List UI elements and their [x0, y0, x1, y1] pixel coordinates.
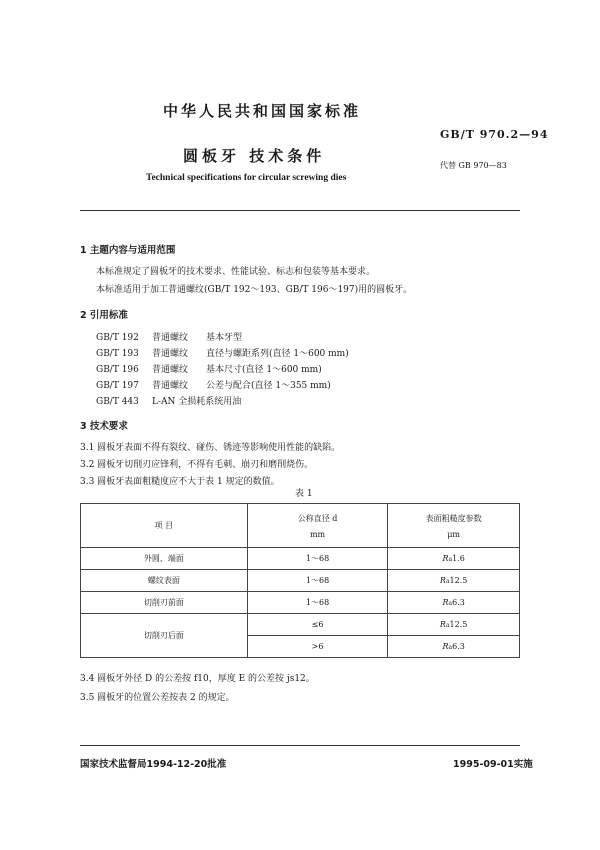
replaces-note: 代替 GB 970—83	[440, 161, 507, 170]
table-row	[81, 614, 520, 636]
roughness-table	[80, 503, 520, 658]
section-1-paragraph-2: 本标准适用于加工普通螺纹(GB/T 192～193、GB/T 196～197)用的圆板牙。	[96, 285, 413, 295]
reference-desc: 直径与螺距系列(直径 1～600 mm)	[206, 349, 349, 359]
clause-3-3: 3.3 圆板牙表面粗糙度应不大于表 1 规定的数值。	[80, 477, 280, 487]
ra-symbol: R	[439, 576, 446, 585]
cell-diameter: 1～68	[247, 592, 387, 614]
reference-desc: 公差与配合(直径 1～355 mm)	[206, 381, 331, 391]
ra-value: 6.3	[452, 642, 465, 651]
cell-item: 切削刃前面	[81, 592, 248, 614]
cell-roughness	[388, 636, 520, 658]
ra-symbol: R	[442, 598, 449, 607]
cell-diameter: ≤6	[247, 614, 387, 636]
clause-3-2: 3.2 圆板牙切削刃应锋利，不得有毛刺、崩刃和磨削烧伤。	[80, 460, 314, 470]
cell-roughness	[388, 592, 520, 614]
table-caption: 表 1	[295, 489, 313, 499]
cell-roughness	[388, 570, 520, 592]
header-diameter-label: 公称直径 d	[297, 513, 338, 523]
ra-symbol: R	[439, 620, 446, 629]
cell-diameter: >6	[247, 636, 387, 658]
section-3-heading: 3 技术要求	[80, 421, 128, 432]
ra-symbol: R	[442, 642, 449, 651]
cell-roughness	[388, 548, 520, 570]
reference-name: 普通螺纹	[152, 333, 189, 343]
table-row	[81, 570, 520, 592]
reference-code: GB/T 193	[96, 349, 139, 359]
section-1-paragraph-1: 本标准规定了圆板牙的技术要求、性能试验、标志和包装等基本要求。	[96, 267, 376, 277]
standard-number: GB/T 970.2—94	[440, 128, 549, 141]
reference-code: GB/T 196	[96, 365, 139, 375]
table-row	[81, 592, 520, 614]
ra-subscript: a	[448, 644, 453, 651]
reference-name: 普通螺纹	[152, 365, 189, 375]
reference-item	[96, 346, 349, 359]
cell-roughness	[388, 614, 520, 636]
reference-desc: L-AN 全损耗系统用油	[152, 397, 242, 407]
table-row	[81, 548, 520, 570]
cell-item: 切削刃后面	[81, 614, 248, 658]
ra-value: 1.6	[452, 554, 465, 563]
table-header-row	[81, 504, 520, 548]
cell-diameter: 1～68	[247, 548, 387, 570]
cell-item: 螺纹表面	[81, 570, 248, 592]
cell-item: 外圆、端面	[81, 548, 248, 570]
reference-item	[96, 330, 242, 343]
reference-code: GB/T 197	[96, 381, 139, 391]
footer-rule	[80, 745, 520, 746]
ra-value: 12.5	[449, 576, 468, 585]
effective-date: 1995-09-01实施	[453, 759, 533, 770]
cell-diameter: 1～68	[247, 570, 387, 592]
reference-name: 普通螺纹	[152, 381, 189, 391]
header-roughness-unit: μm	[447, 529, 461, 539]
header-roughness-label: 表面粗糙度参数	[425, 513, 482, 523]
header-item: 项 目	[81, 504, 248, 548]
clause-3-5: 3.5 圆板牙的位置公差按表 2 的规定。	[80, 693, 235, 703]
reference-code: GB/T 192	[96, 333, 139, 343]
ra-value: 6.3	[452, 598, 465, 607]
reference-desc: 基本牙型	[206, 333, 243, 343]
header-rule	[80, 210, 520, 211]
section-1-heading: 1 主题内容与适用范围	[80, 245, 176, 256]
ra-subscript: a	[445, 622, 450, 629]
national-standard-heading: 中华人民共和国国家标准	[163, 102, 362, 120]
header-diameter-unit: mm	[309, 529, 326, 539]
header-roughness	[388, 504, 520, 548]
reference-item	[96, 378, 331, 391]
section-2-heading: 2 引用标准	[80, 310, 128, 321]
header-diameter	[247, 504, 387, 548]
reference-item	[96, 394, 241, 407]
reference-name: 普通螺纹	[152, 349, 189, 359]
ra-subscript: a	[448, 556, 453, 563]
english-title: Technical specifications for circular screwing dies	[146, 173, 347, 183]
reference-desc: 基本尺寸(直径 1～600 mm)	[206, 365, 322, 375]
reference-item	[96, 362, 322, 375]
document-title: 圆板牙 技术条件	[183, 147, 326, 165]
approval-date: 国家技术监督局1994-12-20批准	[80, 759, 227, 770]
ra-symbol: R	[442, 554, 449, 563]
clause-3-1: 3.1 圆板牙表面不得有裂纹、碰伤、锈迹等影响使用性能的缺陷。	[80, 443, 341, 453]
reference-code: GB/T 443	[96, 397, 139, 407]
ra-value: 12.5	[449, 620, 468, 629]
ra-subscript: a	[448, 600, 453, 607]
ra-subscript: a	[445, 578, 450, 585]
clause-3-4: 3.4 圆板牙外径 D 的公差按 f10，厚度 E 的公差按 js12。	[80, 674, 315, 684]
